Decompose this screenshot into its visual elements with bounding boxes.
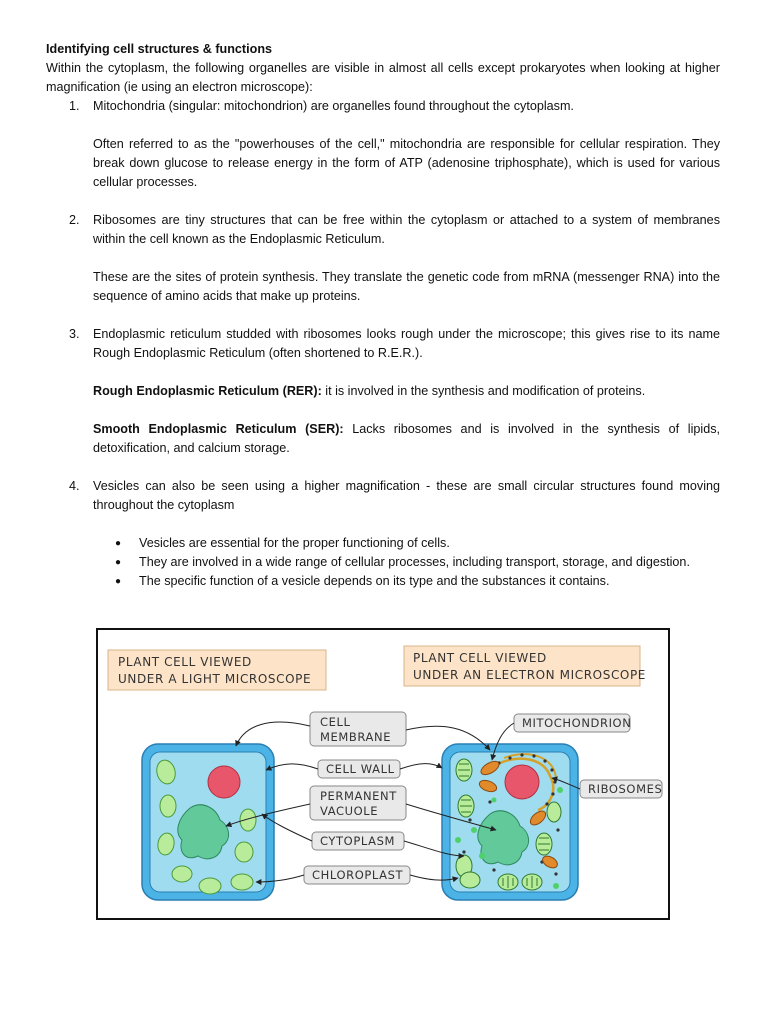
list-number: 1. bbox=[69, 99, 80, 113]
mitochondria-description: Often referred to as the "powerhouses of the cell," mitochondria are responsible for cellular respiration. They break down glucose to release energy in the form of ATP (adenosine triphosphate), which is used for various cellular processes. bbox=[93, 137, 720, 189]
ribosomes-intro: Ribosomes are tiny structures that can be free within the cytoplasm or attached to a system of membranes within the cell known as the Endoplasmic Reticulum. bbox=[93, 213, 720, 246]
svg-text:RIBOSOMES: RIBOSOMES bbox=[588, 782, 663, 796]
ser-label: Smooth Endoplasmic Reticulum (SER): bbox=[93, 422, 344, 436]
rer-text: it is involved in the synthesis and modification of proteins. bbox=[321, 384, 646, 398]
nucleus bbox=[505, 765, 539, 799]
label-chloroplast bbox=[304, 866, 410, 884]
list-item-endoplasmic-reticulum bbox=[46, 325, 720, 477]
bullet-item: ● The specific function of a vesicle depends on its type and the substances it contains. bbox=[115, 574, 610, 588]
svg-text:CELL WALL: CELL WALL bbox=[326, 762, 395, 776]
bullet-item: ● They are involved in a wide range of cellular processes, including transport, storage, and digestion. bbox=[115, 555, 690, 569]
section-heading: Identifying cell structures & functions bbox=[46, 42, 273, 56]
ser-paragraph bbox=[93, 420, 720, 458]
svg-text:CELL: CELL bbox=[320, 715, 351, 729]
list-item-mitochondria bbox=[46, 97, 720, 211]
svg-text:PLANT CELL VIEWED: PLANT CELL VIEWED bbox=[413, 651, 547, 665]
organelle-list bbox=[46, 97, 720, 591]
list-number: 3. bbox=[69, 327, 80, 341]
bullet-item: ● Vesicles are essential for the proper functioning of cells. bbox=[115, 536, 450, 550]
rer-label: Rough Endoplasmic Reticulum (RER): bbox=[93, 384, 322, 398]
list-number: 2. bbox=[69, 213, 80, 227]
vesicles-intro: Vesicles can also be seen using a higher magnification - these are small circular structures found moving throughout the cytoplasm bbox=[93, 479, 720, 512]
electron-microscope-title bbox=[404, 646, 646, 686]
label-cytoplasm bbox=[312, 832, 404, 850]
document-body bbox=[46, 40, 720, 591]
nucleus bbox=[208, 766, 240, 798]
label-cell-membrane bbox=[310, 712, 406, 746]
label-cell-wall bbox=[318, 760, 400, 778]
svg-text:UNDER AN ELECTRON MICROSCOPE: UNDER AN ELECTRON MICROSCOPE bbox=[413, 668, 646, 682]
list-number: 4. bbox=[69, 479, 80, 493]
label-mitochondrion bbox=[514, 714, 631, 732]
svg-text:PERMANENT: PERMANENT bbox=[320, 789, 397, 803]
svg-text:CYTOPLASM: CYTOPLASM bbox=[320, 834, 396, 848]
rer-paragraph bbox=[93, 382, 720, 401]
svg-text:MITOCHONDRION: MITOCHONDRION bbox=[522, 716, 632, 730]
mitochondria-intro: Mitochondria (singular: mitochondrion) are organelles found throughout the cytoplasm. bbox=[93, 99, 574, 113]
list-item-vesicles bbox=[46, 477, 720, 591]
electron-microscope-cell bbox=[442, 744, 578, 900]
label-permanent-vacuole bbox=[310, 786, 406, 820]
svg-text:VACUOLE: VACUOLE bbox=[320, 804, 379, 818]
er-intro: Endoplasmic reticulum studded with ribosomes looks rough under the microscope; this gives rise to its name Rough Endoplasmic Reticulum (often shortened to R.E.R.). bbox=[93, 327, 720, 360]
light-microscope-title bbox=[108, 650, 326, 690]
ribosomes-description: These are the sites of protein synthesis. They translate the genetic code from mRNA (messenger RNA) into the sequence of amino acids that make up proteins. bbox=[93, 270, 720, 303]
vesicles-bullets bbox=[93, 534, 720, 591]
svg-text:PLANT CELL VIEWED: PLANT CELL VIEWED bbox=[118, 655, 252, 669]
svg-text:UNDER A LIGHT MICROSCOPE: UNDER A LIGHT MICROSCOPE bbox=[118, 672, 312, 686]
svg-text:CHLOROPLAST: CHLOROPLAST bbox=[312, 868, 404, 882]
svg-text:MEMBRANE: MEMBRANE bbox=[320, 730, 392, 744]
intro-paragraph: Within the cytoplasm, the following organelles are visible in almost all cells except prokaryotes when looking at higher magnification (ie using an electron microscope): bbox=[46, 61, 720, 94]
plant-cell-diagram bbox=[98, 630, 668, 918]
light-microscope-cell bbox=[142, 744, 274, 900]
plant-cell-figure bbox=[96, 628, 670, 920]
ser-text: Lacks ribosomes and is involved in the synthesis of lipids, detoxification, and calcium storage. bbox=[93, 422, 720, 455]
list-item-ribosomes bbox=[46, 211, 720, 325]
label-ribosomes bbox=[580, 780, 662, 798]
